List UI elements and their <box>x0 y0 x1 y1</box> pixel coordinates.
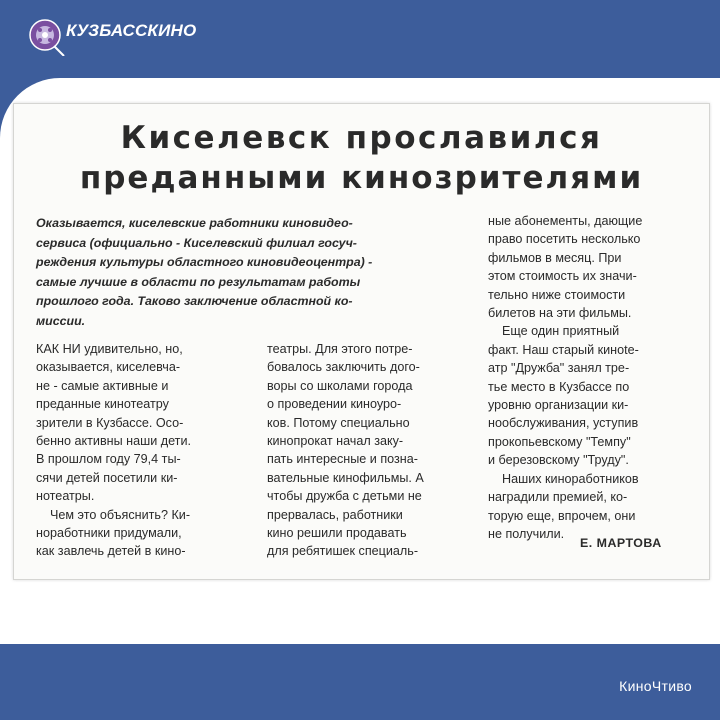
column-line: торую еще, впрочем, они <box>488 508 636 523</box>
brand-name: КУЗБАССКИНО <box>66 21 197 40</box>
column-line: Чем это объяснить? Ки- <box>50 507 191 522</box>
column-line: КАК НИ удивительно, но, <box>36 342 183 356</box>
footer-band <box>0 644 720 720</box>
article-lead <box>36 214 491 331</box>
brand-logo[interactable] <box>28 18 196 52</box>
footer-brand-text[interactable]: КиноЧтиво <box>619 678 692 694</box>
column-line: прокопьевскому "Темпу" <box>488 434 631 449</box>
column-line: театры. Для этого потре- <box>267 342 413 356</box>
column-line: факт. Наш старый кинote- <box>488 342 639 357</box>
article-headline <box>14 118 709 198</box>
article-column-3 <box>488 212 698 543</box>
lead-line: реждения культуры областного киновидеоцентра) - <box>36 255 373 269</box>
column-line: ные абонементы, дающие <box>488 214 643 228</box>
column-line: кино решили продавать <box>267 526 407 541</box>
lead-line: самые лучшие в области по результатам работы <box>36 274 361 289</box>
newspaper-clipping <box>13 103 710 580</box>
column-line: преданные кинотеатру <box>36 397 169 412</box>
column-line: не - самые активные и <box>36 378 169 393</box>
column-line: нообслуживания, уступив <box>488 416 639 431</box>
column-line: В прошлом году 79,4 ты- <box>36 452 181 467</box>
article-signature: Е. МАРТОВА <box>580 536 662 550</box>
column-line: бенно активны наши дети. <box>36 434 191 449</box>
column-line: не получили. <box>488 526 565 541</box>
column-line: прервалась, работники <box>267 507 403 522</box>
column-line: чтобы дружба с детьми не <box>267 489 422 504</box>
column-line: пать интересные и позна- <box>267 452 418 467</box>
lead-line: прошлого года. Таково заключение областной ко- <box>36 294 353 308</box>
column-line: и березовскому "Труду". <box>488 453 629 468</box>
column-line: Еще один приятный <box>502 324 620 339</box>
column-line: для ребятишек специаль- <box>267 544 419 559</box>
column-line: наградили премией, ко- <box>488 490 628 505</box>
column-line: этом стоимость их значи- <box>488 269 637 284</box>
column-line: бовалось заключить дого- <box>267 360 420 375</box>
article-column-2 <box>267 340 477 561</box>
column-line: вательные кинофильмы. А <box>267 470 424 485</box>
lead-line: сервиса (официально - Киселевский филиал госуч- <box>36 235 357 250</box>
column-line: зрители в Кузбассе. Осо- <box>36 415 184 430</box>
column-line: о проведении киноуро- <box>267 397 402 412</box>
article-column-1 <box>36 340 246 561</box>
column-line: оказывается, киселевча- <box>36 360 181 375</box>
column-line: атр "Дружба" занял тре- <box>488 361 630 376</box>
column-line: право посетить несколько <box>488 232 641 247</box>
column-line: как завлечь детей в кино- <box>36 544 186 559</box>
column-line: сячи детей посетили ки- <box>36 470 178 485</box>
column-line: воры со школами города <box>267 378 413 393</box>
column-line: уровню организации ки- <box>488 398 629 413</box>
column-line: фильмов в месяц. При <box>488 250 622 265</box>
column-line: норaботники придумали, <box>36 526 182 541</box>
column-line: тье место в Кузбассе по <box>488 379 630 394</box>
film-reel-icon <box>28 18 62 52</box>
column-line: кинопрокат начал заку- <box>267 434 404 449</box>
column-line: нотеатры. <box>36 489 95 504</box>
column-line: Наших киноработников <box>502 471 639 486</box>
headline-line-2: преданными кинозрителями <box>79 160 644 196</box>
column-line: тельно ниже стоимости <box>488 287 626 302</box>
headline-line-1: Киселевск прославился <box>120 120 603 156</box>
column-line: ков. Потому специально <box>267 415 410 430</box>
column-line: билетов на эти фильмы. <box>488 306 632 321</box>
lead-line: Оказывается, киселевские работники киновидео- <box>36 216 353 230</box>
lead-line: миссии. <box>36 313 86 328</box>
